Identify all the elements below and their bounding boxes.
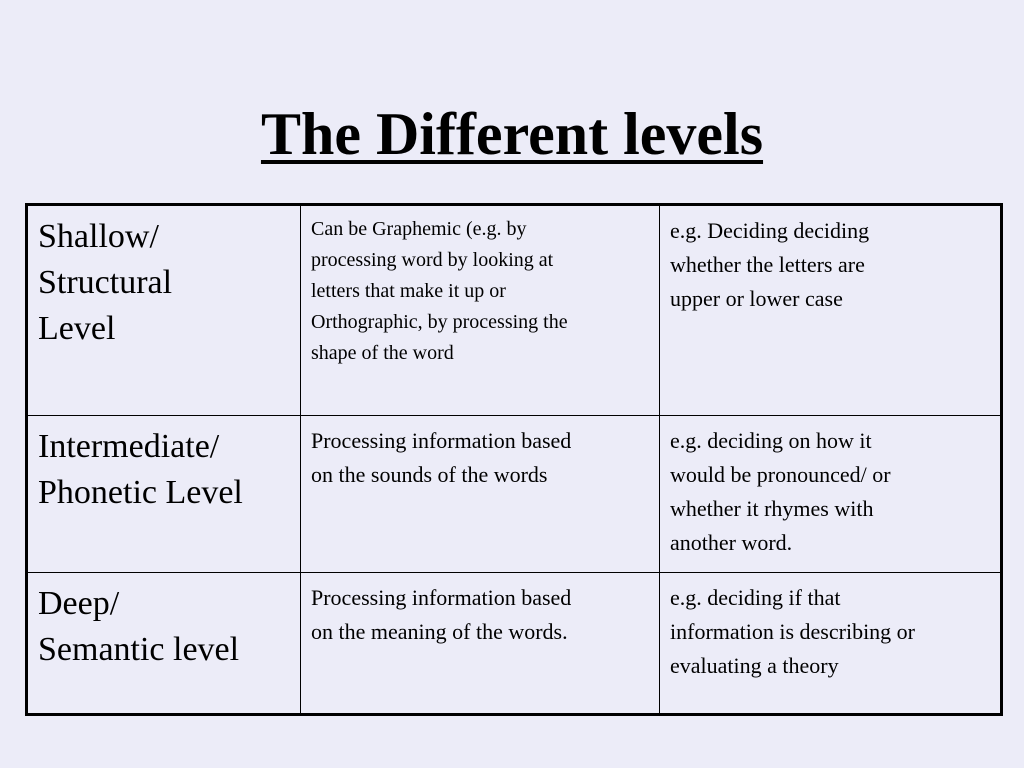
slide-title: The Different levels [260,101,764,167]
level-description: Can be Graphemic (e.g. by processing word by looking at letters that make it up or Orthographic, by processing the shape of the word [311,218,568,364]
description-cell [301,416,660,573]
example-cell [660,205,1002,416]
level-cell [27,573,301,715]
level-example: e.g. deciding on how it would be pronounced/ or whether it rhymes with another word. [670,428,891,555]
table-row-deep [27,573,1002,715]
levels-table [25,203,1003,716]
table-row-shallow [27,205,1002,416]
example-cell [660,416,1002,573]
level-cell [27,205,301,416]
description-cell [301,205,660,416]
level-name: Intermediate/ Phonetic Level [38,428,243,511]
example-cell [660,573,1002,715]
level-description: Processing information based on the meaning of the words. [311,585,572,644]
level-cell [27,416,301,573]
table-row-intermediate [27,416,1002,573]
level-example: e.g. Deciding deciding whether the letters are upper or lower case [670,218,870,311]
level-description: Processing information based on the sounds of the words [311,428,572,487]
description-cell [301,573,660,715]
level-example: e.g. deciding if that information is describing or evaluating a theory [670,585,916,678]
level-name: Deep/ Semantic level [38,585,240,668]
level-name: Shallow/ Structural Level [38,218,173,347]
